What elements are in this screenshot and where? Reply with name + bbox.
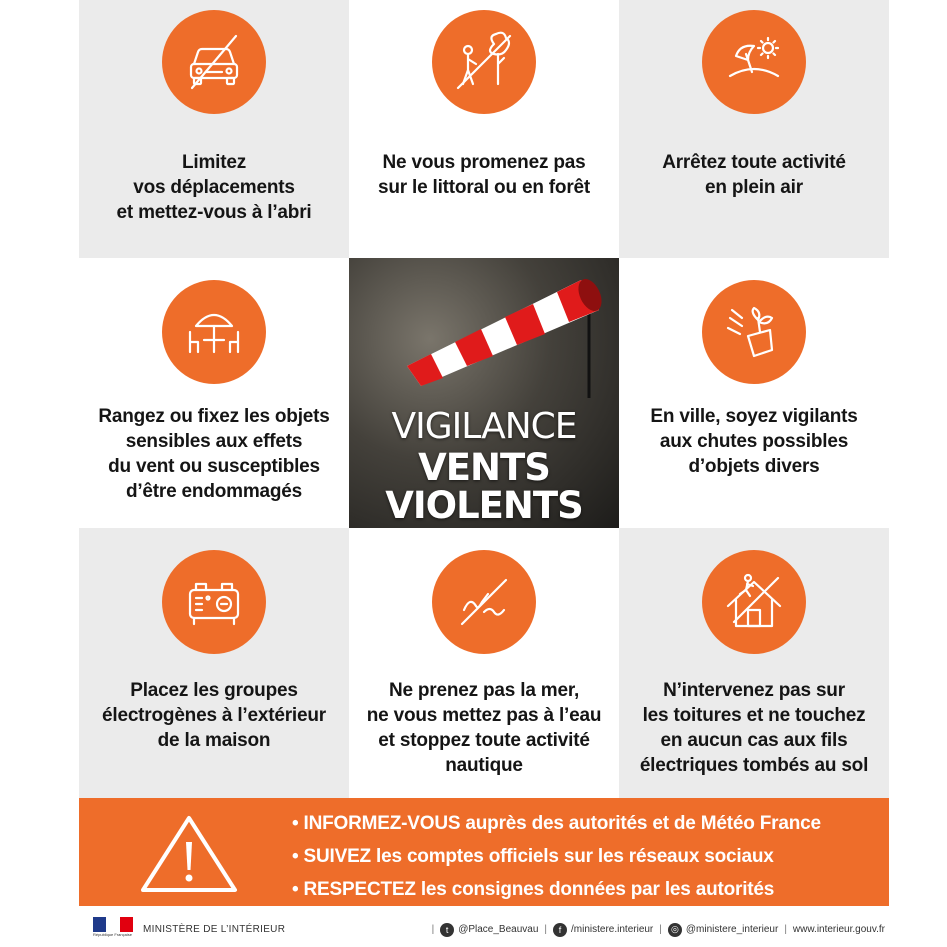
hero-windsock-image: [349, 258, 619, 528]
advice-cell-no-sea: [349, 528, 619, 798]
advice-cell-no-walk: [349, 0, 619, 270]
facebook-icon: f: [553, 923, 567, 937]
advice-cell-falling-objects: [619, 258, 889, 528]
instruction-text: les consignes données par les autorités: [415, 879, 775, 900]
twitter-icon: t: [440, 923, 454, 937]
facebook-handle[interactable]: /ministere.interieur: [571, 924, 654, 935]
advice-text: En ville, soyez vigilants aux chutes possibles d’objets divers: [650, 406, 858, 477]
instagram-icon: ◎: [668, 923, 682, 937]
website-link[interactable]: www.interieur.gouv.fr: [792, 924, 885, 935]
footer: [79, 912, 889, 947]
social-links: | t @Place_Beauvau | f /ministere.interieur | ◎ @ministere_interieur | www.interieur.gouv.fr: [431, 924, 885, 935]
advice-text: Ne prenez pas la mer, ne vous mettez pas à l’eau et stoppez toute activité nautique: [366, 680, 602, 776]
hero-title-line3: VIOLENTS: [385, 484, 583, 527]
advice-cell-stop-outdoor: [619, 0, 889, 270]
warning-triangle-icon: [137, 812, 241, 896]
advice-text: Placez les groupes électrogènes à l’extérieur de la maison: [102, 680, 326, 751]
advice-text: N’intervenez pas sur les toitures et ne touchez en aucun cas aux fils électriques tombés au sol: [639, 680, 869, 776]
no-walk-forest-icon: [432, 10, 536, 114]
instruction-keyword: SUIVEZ: [303, 846, 371, 867]
advice-text: Ne vous promenez pas sur le littoral ou en forêt: [377, 152, 591, 198]
hero-title-line1: VIGILANCE: [391, 406, 577, 447]
instruction-keyword: RESPECTEZ: [303, 879, 416, 900]
no-car-icon: [162, 10, 266, 114]
falling-flowerpot-icon: [702, 280, 806, 384]
instruction-keyword: INFORMEZ-VOUS: [303, 813, 461, 834]
twitter-handle[interactable]: @Place_Beauvau: [458, 924, 539, 935]
no-roof-work-icon: [702, 550, 806, 654]
flag-caption: République Française: [93, 931, 132, 937]
garden-table-umbrella-icon: [162, 280, 266, 384]
instruction-item: • SUIVEZ les comptes officiels sur les réseaux sociaux: [292, 846, 774, 867]
generator-icon: [162, 550, 266, 654]
hero-title-line2: VENTS: [418, 446, 550, 489]
republique-francaise-logo: [93, 917, 133, 943]
instruction-item: • RESPECTEZ les consignes données par les autorités: [292, 879, 775, 900]
instructions-banner: [79, 798, 889, 906]
advice-cell-no-roof: [619, 528, 889, 798]
instruction-text: les comptes officiels sur les réseaux sociaux: [370, 846, 774, 867]
instructions-list: [292, 807, 821, 906]
instruction-item: • INFORMEZ-VOUS auprès des autorités et de Météo France: [292, 813, 821, 834]
ministry-name: MINISTÈRE DE L’INTÉRIEUR: [143, 924, 286, 935]
instruction-text: auprès des autorités et de Météo France: [460, 813, 821, 834]
instagram-handle[interactable]: @ministere_interieur: [685, 924, 779, 935]
advice-cell-secure-objects: [79, 258, 349, 528]
advice-text: Rangez ou fixez les objets sensibles aux effets du vent ou susceptibles d’être endommagés: [98, 406, 330, 502]
advice-cell-generators: [79, 528, 349, 798]
beach-umbrella-sun-icon: [702, 10, 806, 114]
advice-text: Limitez vos déplacements et mettez-vous à l’abri: [116, 152, 312, 223]
advice-cell-limit-travel: [79, 0, 349, 270]
advice-text: Arrêtez toute activité en plein air: [662, 152, 846, 198]
no-swimming-icon: [432, 550, 536, 654]
